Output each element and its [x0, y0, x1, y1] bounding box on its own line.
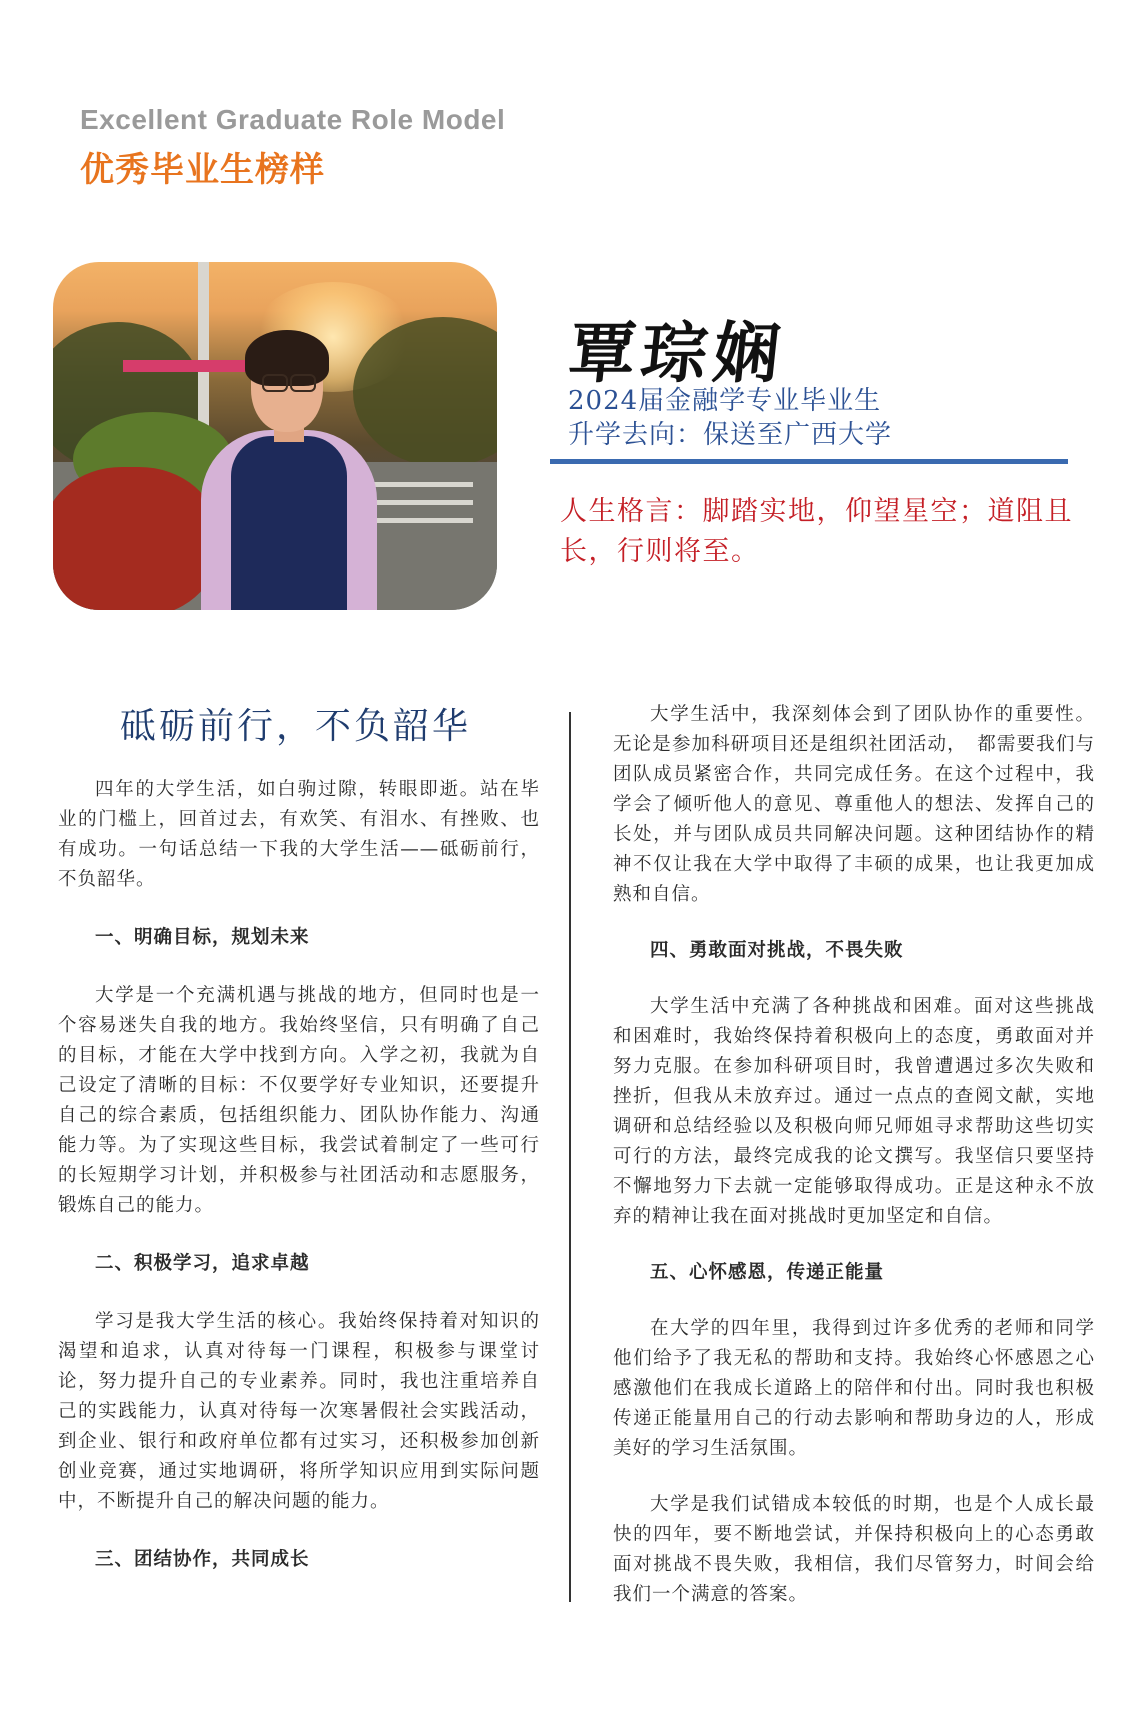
section-heading: 五、心怀感恩，传递正能量 [650, 1262, 885, 1283]
glasses-right [290, 374, 316, 392]
article-column-left [58, 775, 540, 1575]
person-shirt [231, 436, 347, 610]
closing-paragraph: 大学是我们试错成本较低的时期，也是个人成长最快的四年，要不断地尝试，并保持积极向上的心态勇敢面对挑战不畏失败，我相信，我们尽管努力，时间会给我们一个满意的答案。 [613, 1494, 1095, 1605]
portrait-photo [53, 262, 497, 610]
section-paragraph: 在大学的四年里，我得到过许多优秀的老师和同学他们给予了我无私的帮助和支持。我始终心怀感恩之心感激他们在我成长道路上的陪伴和付出。同时我也积极传递正能量用自己的行动去影响和帮助身边的人，形成美好的学习生活氛围。 [613, 1318, 1095, 1459]
column-divider [569, 712, 571, 1602]
section-heading: 二、积极学习，追求卓越 [95, 1253, 310, 1274]
section-paragraph: 学习是我大学生活的核心。我始终保持着对知识的渴望和追求，认真对待每一门课程，积极参与课堂讨论，努力提升自己的专业素养。同时，我也注重培养自己的实践能力，认真对待每一次寒暑假社会实践活动，到企业、银行和政府单位都有过实习，还积极参加创新创业竞赛，通过实地调研，将所学知识应用到实际问题中，不断提升自己的解决问题的能力。 [58, 1311, 540, 1512]
section-heading: 三、团结协作，共同成长 [95, 1549, 310, 1570]
section-heading: 一、明确目标，规划未来 [95, 927, 310, 948]
glasses-left [262, 374, 288, 392]
crosswalk-stripe [373, 518, 473, 523]
graduate-name: 覃琮娴 [565, 314, 790, 392]
red-bush [53, 467, 218, 610]
header-title-en: Excellent Graduate Role Model [80, 104, 506, 135]
section-heading: 四、勇敢面对挑战，不畏失败 [650, 940, 904, 961]
crosswalk-stripe [373, 500, 473, 505]
header-title-cn: 优秀毕业生榜样 [80, 150, 325, 190]
destination-info: 升学去向：保送至广西大学 [568, 420, 893, 450]
section-paragraph: 大学是一个充满机遇与挑战的地方，但同时也是一个容易迷失自我的地方。我始终坚信，只有明确了自己的目标，才能在大学中找到方向。入学之初，我就为自己设定了清晰的目标：不仅要学好专业知识，还要提升自己的综合素质，包括组织能力、团队协作能力、沟通能力等。为了实现这些目标，我尝试着制定了一些可行的长短期学习计划，并积极参与社团活动和志愿服务，锻炼自己的能力。 [58, 985, 540, 1216]
article-column-right [613, 700, 1095, 1610]
section-paragraph: 大学生活中，我深刻体会到了团队协作的重要性。无论是参加科研项目还是组织社团活动， 都需要我们与团队成员紧密合作，共同完成任务。在这个过程中，我学会了倾听他人的意见、尊重他人的想法、发挥自己的长处，并与团队成员共同解决问题。这种团结协作的精神不仅让我在大学中取得了丰硕的成果，也让我更加成熟和自信。 [613, 704, 1095, 905]
life-motto: 人生格言：脚踏实地，仰望星空；道阻且长，行则将至。 [560, 496, 1073, 567]
intro-paragraph: 四年的大学生活，如白驹过隙，转眼即逝。站在毕业的门槛上，回首过去，有欢笑、有泪水、有挫败、也有成功。一句话总结一下我的大学生活——砥砺前行，不负韶华。 [58, 779, 540, 890]
article-title: 砥砺前行，不负韶华 [120, 706, 472, 747]
section-paragraph: 大学生活中充满了各种挑战和困难。面对这些挑战和困难时，我始终保持着积极向上的态度，勇敢面对并努力克服。在参加科研项目时，我曾遭遇过多次失败和挫折，但我从未放弃过。通过一点点的查阅文献，实地调研和总结经验以及积极向师兄师姐寻求帮助这些切实可行的方法，最终完成我的论文撰写。我坚信只要坚持不懈地努力下去就一定能够取得成功。正是这种永不放弃的精神让我在面对挑战时更加坚定和自信。 [613, 996, 1095, 1227]
bus-stop-awning [123, 360, 263, 372]
crosswalk-stripe [373, 482, 473, 487]
info-underline [550, 459, 1068, 464]
class-info: 2024届金融学专业毕业生 [568, 386, 882, 416]
